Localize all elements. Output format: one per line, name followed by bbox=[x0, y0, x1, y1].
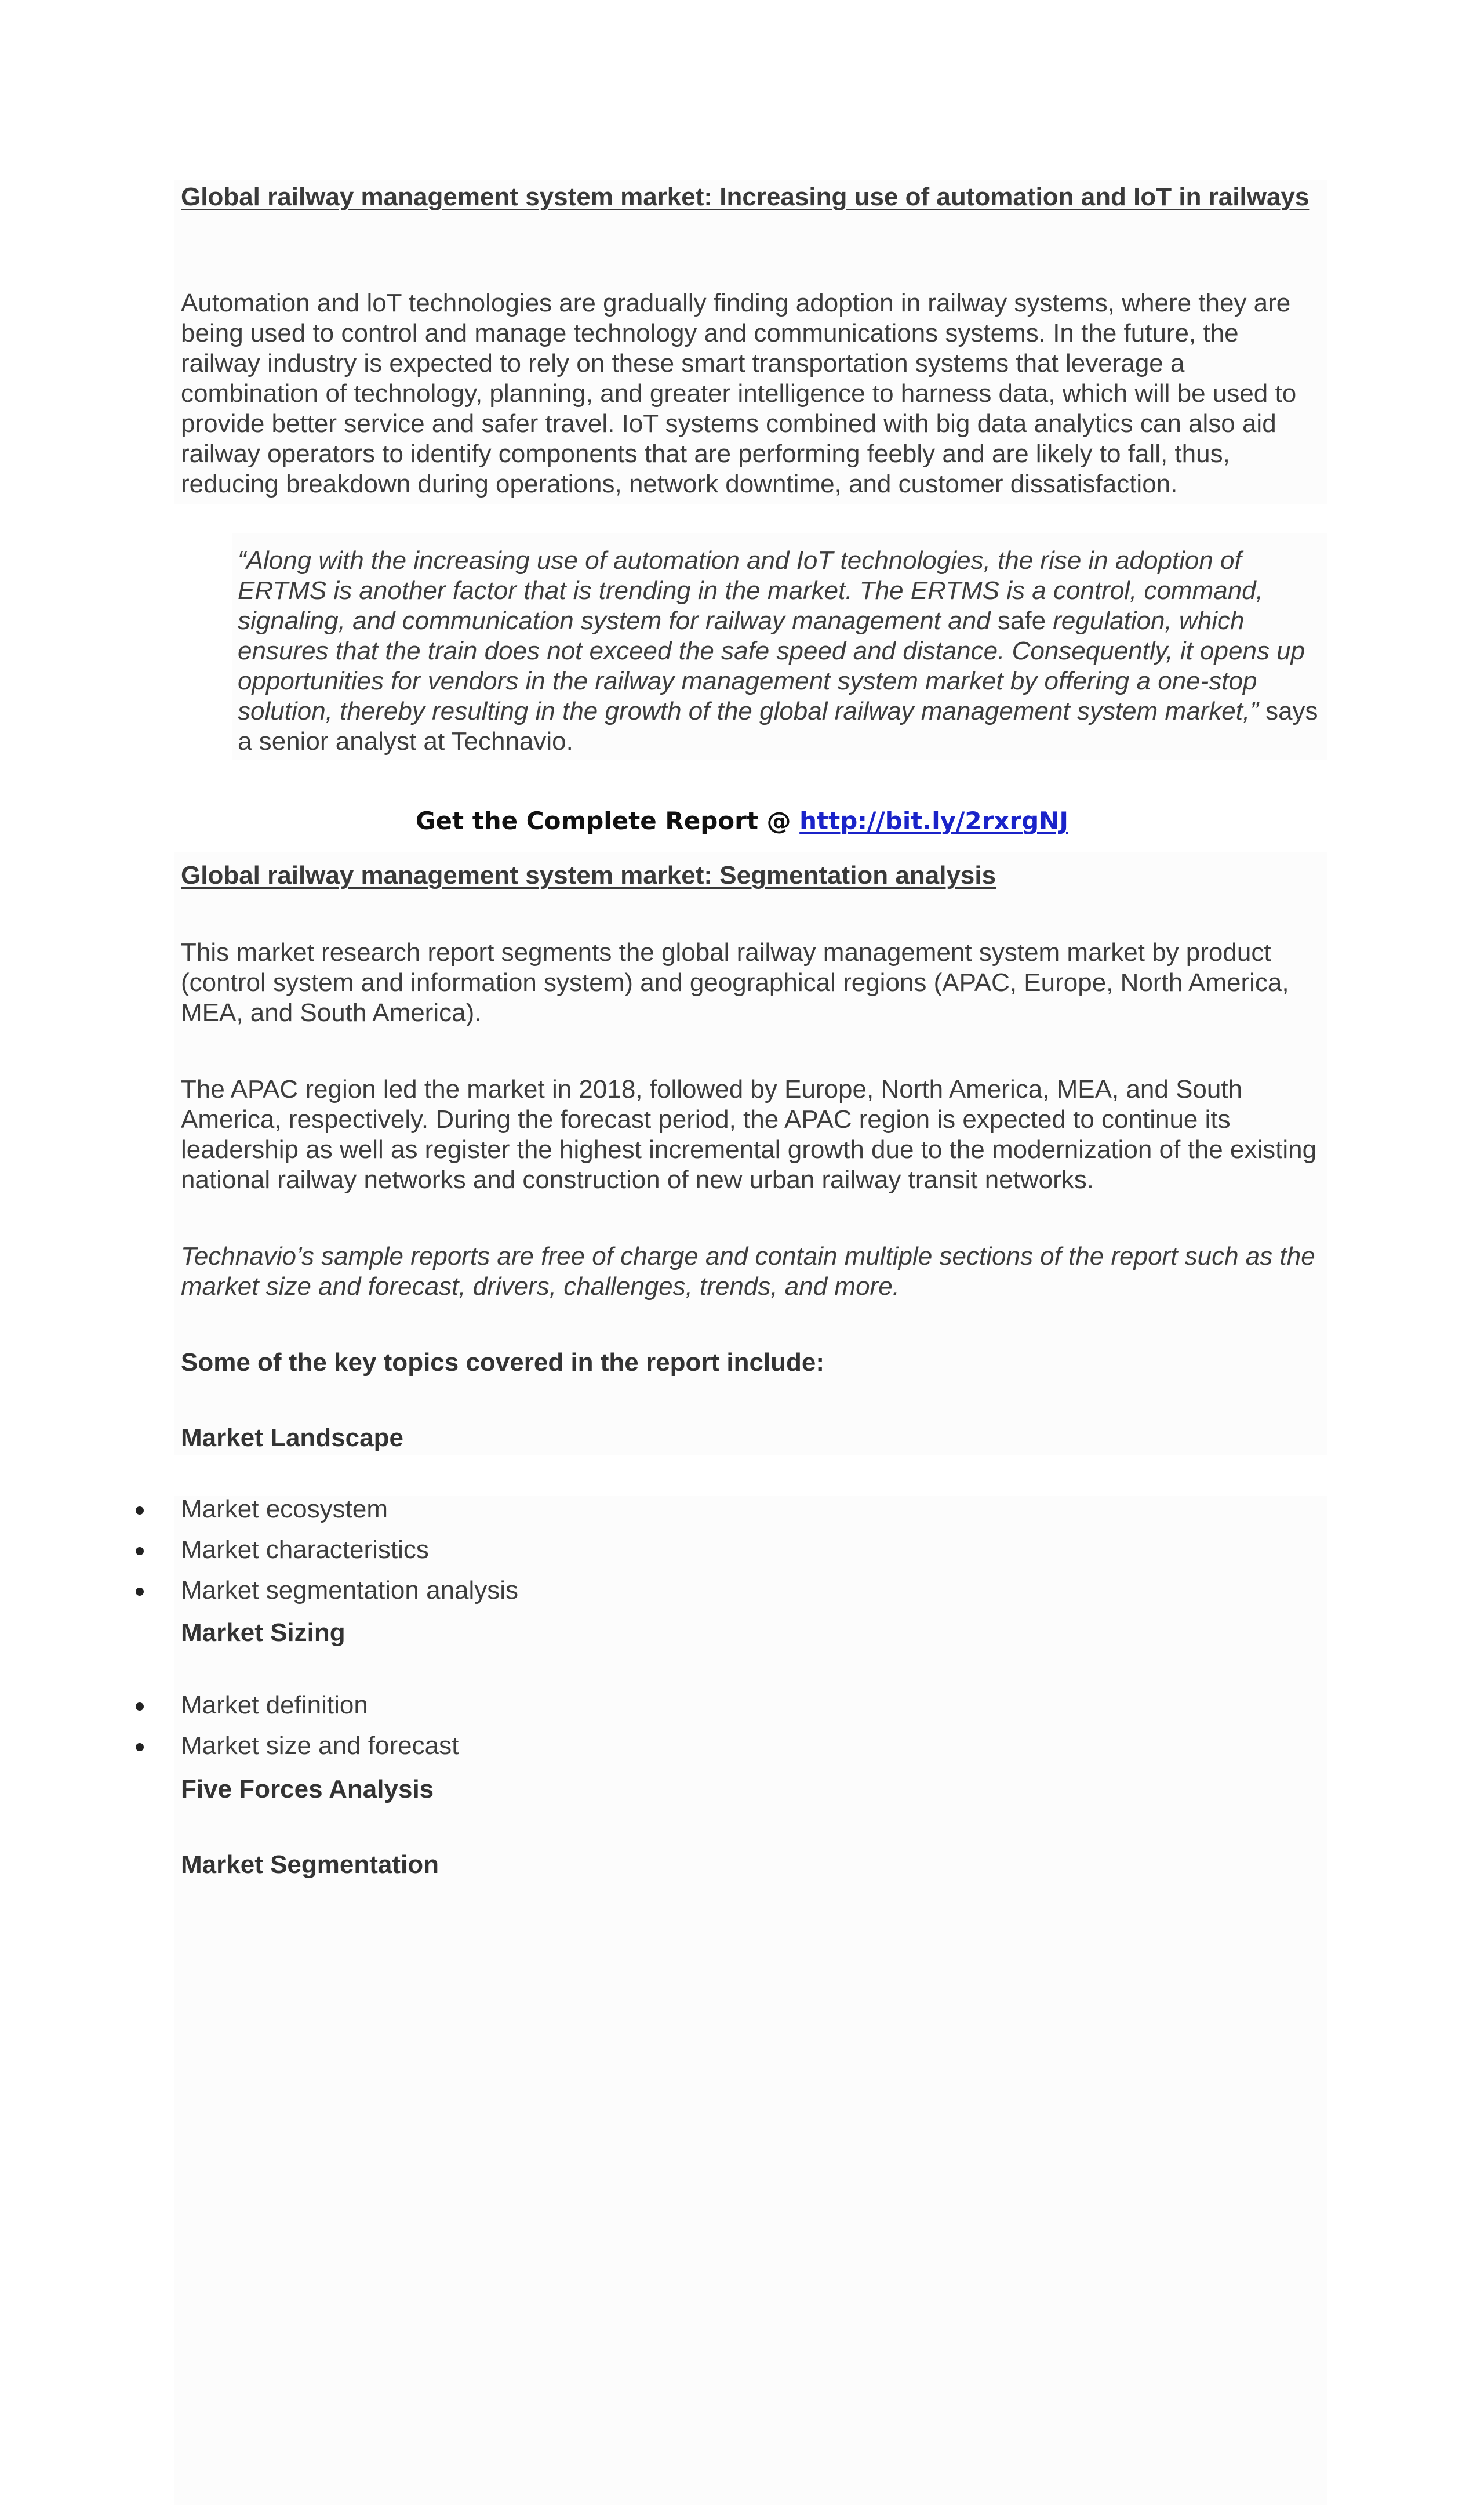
report-link[interactable]: http://bit.ly/2rxrgNJ bbox=[799, 807, 1068, 835]
bullet-icon bbox=[136, 1506, 144, 1515]
key-topics-intro: Some of the key topics covered in the report include: bbox=[181, 1348, 825, 1377]
paragraph-automation-iot: Automation and loT technologies are gradually finding adoption in railway systems, where they are being used to control and manage technology and communications systems. In the future, the railway industry is expected to rely on these smart transportation systems that leverage a combination of technology, planning, and greater intelligence to harness data, which will be used to provide better service and safer travel. IoT systems combined with big data analytics can also aid railway operators to identify components that are performing feebly and are likely to fall, thus, reducing breakdown during operations, network downtime, and customer dissatisfaction. bbox=[181, 289, 1297, 498]
analyst-quote bbox=[238, 546, 1327, 757]
list-item bbox=[0, 1726, 1484, 1766]
bullet-icon bbox=[136, 1702, 144, 1711]
sizing-list bbox=[0, 1685, 1484, 1766]
list-item bbox=[0, 1570, 1484, 1611]
list-item-label: Market size and forecast bbox=[181, 1731, 459, 1760]
report-link-line bbox=[0, 806, 1484, 836]
sample-report-note: Technavio’s sample reports are free of charge and contain multiple sections of the report such as the market size and forecast, drivers, challenges, trends, and more. bbox=[181, 1242, 1315, 1301]
topic-market-landscape: Market Landscape bbox=[181, 1424, 403, 1452]
list-item bbox=[0, 1489, 1484, 1530]
report-link-label: Get the Complete Report @ bbox=[416, 807, 800, 835]
topic-market-segmentation: Market Segmentation bbox=[181, 1850, 439, 1879]
list-item bbox=[0, 1530, 1484, 1570]
paragraph-segmentation: This market research report segments the global railway management system market by product (control system and information system) and geographical regions (APAC, Europe, North America, MEA, and South America). bbox=[181, 938, 1289, 1027]
list-item-label: Market segmentation analysis bbox=[181, 1576, 519, 1604]
bullet-icon bbox=[136, 1743, 144, 1751]
list-item bbox=[0, 1685, 1484, 1726]
quote-text-2: safe bbox=[997, 607, 1046, 635]
list-item-label: Market definition bbox=[181, 1691, 368, 1719]
list-item-label: Market characteristics bbox=[181, 1535, 429, 1564]
quote-text-3: regulation, which ensures that the train does not exceed the safe speed and distance. Consequently, it opens up opportunities for vendors in the railway management system market by offering a one-stop solution, thereby resulting in the growth of the global railway management system market,” bbox=[238, 607, 1305, 725]
list-item-label: Market ecosystem bbox=[181, 1495, 388, 1523]
section-heading-automation-iot: Global railway management system market: Increasing use of automation and IoT in railways bbox=[181, 183, 1310, 211]
quote-text-1: “Along with the increasing use of automation and IoT technologies, the rise in adoption of ERTMS is another factor that is trending in the market. The ERTMS is a control, command, signaling, and communication system for railway management and bbox=[238, 546, 1263, 635]
section-heading-segmentation: Global railway management system market: Segmentation analysis bbox=[181, 861, 996, 890]
topic-market-sizing: Market Sizing bbox=[181, 1618, 345, 1647]
paragraph-apac: The APAC region led the market in 2018, followed by Europe, North America, MEA, and South America, respectively. During the forecast period, the APAC region is expected to continue its leadership as well as register the highest incremental growth due to the modernization of the existing national railway networks and construction of new urban railway transit networks. bbox=[181, 1075, 1317, 1194]
bullet-icon bbox=[136, 1588, 144, 1596]
topic-five-forces: Five Forces Analysis bbox=[181, 1775, 434, 1803]
quote-attribution: says a senior analyst at Technavio. bbox=[238, 697, 1318, 756]
bullet-icon bbox=[136, 1547, 144, 1555]
landscape-list bbox=[0, 1489, 1484, 1611]
